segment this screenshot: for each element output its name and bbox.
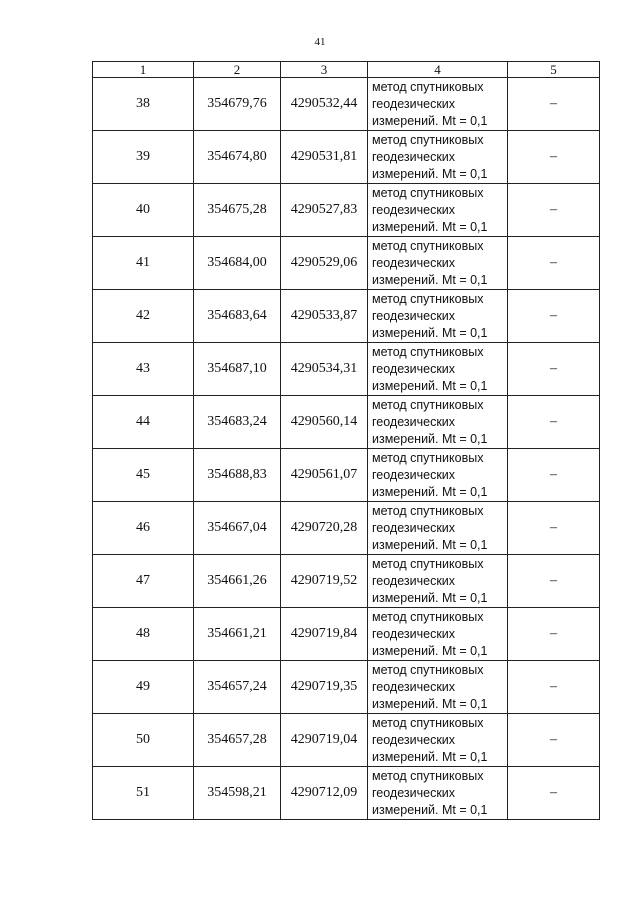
table-row — [93, 661, 600, 714]
method-line-3: измерений. Mt = 0,1 — [372, 484, 488, 499]
x-coordinate-cell: 354683,24 — [194, 396, 281, 449]
x-coordinate-cell: 354687,10 — [194, 343, 281, 396]
method-line-3: измерений. Mt = 0,1 — [372, 590, 488, 605]
method-cell — [368, 184, 508, 237]
table-row — [93, 767, 600, 820]
x-coordinate-cell: 354679,76 — [194, 78, 281, 131]
header-row — [93, 62, 600, 78]
point-number-cell: 41 — [93, 237, 194, 290]
point-number-cell: 48 — [93, 608, 194, 661]
method-line-2: геодезических — [372, 414, 456, 429]
method-line-1: метод спутниковых — [372, 715, 484, 730]
method-line-2: геодезических — [372, 732, 456, 747]
note-cell: – — [508, 767, 600, 820]
method-line-2: геодезических — [372, 308, 456, 323]
point-number-cell: 47 — [93, 555, 194, 608]
method-cell — [368, 343, 508, 396]
note-cell: – — [508, 608, 600, 661]
method-line-2: геодезических — [372, 149, 456, 164]
column-header-4: 4 — [368, 62, 508, 78]
x-coordinate-cell: 354661,21 — [194, 608, 281, 661]
method-cell — [368, 78, 508, 131]
y-coordinate-cell: 4290720,28 — [281, 502, 368, 555]
point-number-cell: 49 — [93, 661, 194, 714]
y-coordinate-cell: 4290561,07 — [281, 449, 368, 502]
method-cell — [368, 290, 508, 343]
column-header-3: 3 — [281, 62, 368, 78]
method-line-3: измерений. Mt = 0,1 — [372, 537, 488, 552]
point-number-cell: 45 — [93, 449, 194, 502]
method-line-1: метод спутниковых — [372, 238, 484, 253]
table-row — [93, 502, 600, 555]
method-line-2: геодезических — [372, 96, 456, 111]
method-line-2: геодезических — [372, 255, 456, 270]
point-number-cell: 43 — [93, 343, 194, 396]
table-body — [93, 78, 600, 820]
column-header-1: 1 — [93, 62, 194, 78]
method-cell — [368, 237, 508, 290]
method-line-2: геодезических — [372, 626, 456, 641]
method-line-2: геодезических — [372, 785, 456, 800]
point-number-cell: 50 — [93, 714, 194, 767]
method-line-1: метод спутниковых — [372, 768, 484, 783]
x-coordinate-cell: 354661,26 — [194, 555, 281, 608]
x-coordinate-cell: 354657,24 — [194, 661, 281, 714]
method-line-1: метод спутниковых — [372, 79, 484, 94]
note-cell: – — [508, 290, 600, 343]
table-row — [93, 131, 600, 184]
method-line-1: метод спутниковых — [372, 344, 484, 359]
method-cell — [368, 714, 508, 767]
table-row — [93, 78, 600, 131]
method-line-3: измерений. Mt = 0,1 — [372, 325, 488, 340]
method-line-1: метод спутниковых — [372, 503, 484, 518]
point-number-cell: 42 — [93, 290, 194, 343]
y-coordinate-cell: 4290719,35 — [281, 661, 368, 714]
method-line-3: измерений. Mt = 0,1 — [372, 272, 488, 287]
method-line-1: метод спутниковых — [372, 132, 484, 147]
method-cell — [368, 396, 508, 449]
x-coordinate-cell: 354684,00 — [194, 237, 281, 290]
note-cell: – — [508, 131, 600, 184]
method-line-3: измерений. Mt = 0,1 — [372, 802, 488, 817]
method-line-2: геодезических — [372, 573, 456, 588]
point-number-cell: 51 — [93, 767, 194, 820]
method-cell — [368, 608, 508, 661]
table-row — [93, 555, 600, 608]
x-coordinate-cell: 354667,04 — [194, 502, 281, 555]
y-coordinate-cell: 4290533,87 — [281, 290, 368, 343]
table-row — [93, 237, 600, 290]
x-coordinate-cell: 354688,83 — [194, 449, 281, 502]
point-number-cell: 46 — [93, 502, 194, 555]
method-line-2: геодезических — [372, 202, 456, 217]
y-coordinate-cell: 4290534,31 — [281, 343, 368, 396]
method-line-3: измерений. Mt = 0,1 — [372, 643, 488, 658]
method-line-1: метод спутниковых — [372, 662, 484, 677]
note-cell: – — [508, 502, 600, 555]
note-cell: – — [508, 78, 600, 131]
method-cell — [368, 767, 508, 820]
column-header-2: 2 — [194, 62, 281, 78]
method-line-1: метод спутниковых — [372, 450, 484, 465]
x-coordinate-cell: 354657,28 — [194, 714, 281, 767]
method-cell — [368, 555, 508, 608]
method-line-1: метод спутниковых — [372, 609, 484, 624]
y-coordinate-cell: 4290719,84 — [281, 608, 368, 661]
table-row — [93, 290, 600, 343]
point-number-cell: 39 — [93, 131, 194, 184]
y-coordinate-cell: 4290529,06 — [281, 237, 368, 290]
x-coordinate-cell: 354683,64 — [194, 290, 281, 343]
method-line-2: геодезических — [372, 520, 456, 535]
x-coordinate-cell: 354674,80 — [194, 131, 281, 184]
point-number-cell: 40 — [93, 184, 194, 237]
table-row — [93, 184, 600, 237]
method-line-2: геодезических — [372, 467, 456, 482]
table-header — [93, 62, 600, 78]
method-cell — [368, 502, 508, 555]
method-line-1: метод спутниковых — [372, 291, 484, 306]
y-coordinate-cell: 4290532,44 — [281, 78, 368, 131]
method-cell — [368, 661, 508, 714]
method-line-3: измерений. Mt = 0,1 — [372, 749, 488, 764]
y-coordinate-cell: 4290527,83 — [281, 184, 368, 237]
method-line-2: геодезических — [372, 361, 456, 376]
method-line-2: геодезических — [372, 679, 456, 694]
note-cell: – — [508, 661, 600, 714]
x-coordinate-cell: 354598,21 — [194, 767, 281, 820]
method-line-3: измерений. Mt = 0,1 — [372, 219, 488, 234]
method-line-1: метод спутниковых — [372, 556, 484, 571]
y-coordinate-cell: 4290531,81 — [281, 131, 368, 184]
note-cell: – — [508, 396, 600, 449]
note-cell: – — [508, 343, 600, 396]
table-row — [93, 714, 600, 767]
table-row — [93, 343, 600, 396]
note-cell: – — [508, 449, 600, 502]
method-line-3: измерений. Mt = 0,1 — [372, 166, 488, 181]
method-line-1: метод спутниковых — [372, 397, 484, 412]
method-line-3: измерений. Mt = 0,1 — [372, 378, 488, 393]
coordinates-table — [92, 61, 600, 820]
note-cell: – — [508, 714, 600, 767]
y-coordinate-cell: 4290719,52 — [281, 555, 368, 608]
note-cell: – — [508, 555, 600, 608]
method-line-3: измерений. Mt = 0,1 — [372, 113, 488, 128]
y-coordinate-cell: 4290719,04 — [281, 714, 368, 767]
column-header-5: 5 — [508, 62, 600, 78]
method-line-1: метод спутниковых — [372, 185, 484, 200]
point-number-cell: 38 — [93, 78, 194, 131]
x-coordinate-cell: 354675,28 — [194, 184, 281, 237]
table-row — [93, 608, 600, 661]
method-line-3: измерений. Mt = 0,1 — [372, 696, 488, 711]
y-coordinate-cell: 4290560,14 — [281, 396, 368, 449]
method-cell — [368, 449, 508, 502]
point-number-cell: 44 — [93, 396, 194, 449]
method-cell — [368, 131, 508, 184]
y-coordinate-cell: 4290712,09 — [281, 767, 368, 820]
method-line-3: измерений. Mt = 0,1 — [372, 431, 488, 446]
note-cell: – — [508, 184, 600, 237]
page-number: 41 — [314, 36, 326, 48]
note-cell: – — [508, 237, 600, 290]
table-row — [93, 449, 600, 502]
table-row — [93, 396, 600, 449]
